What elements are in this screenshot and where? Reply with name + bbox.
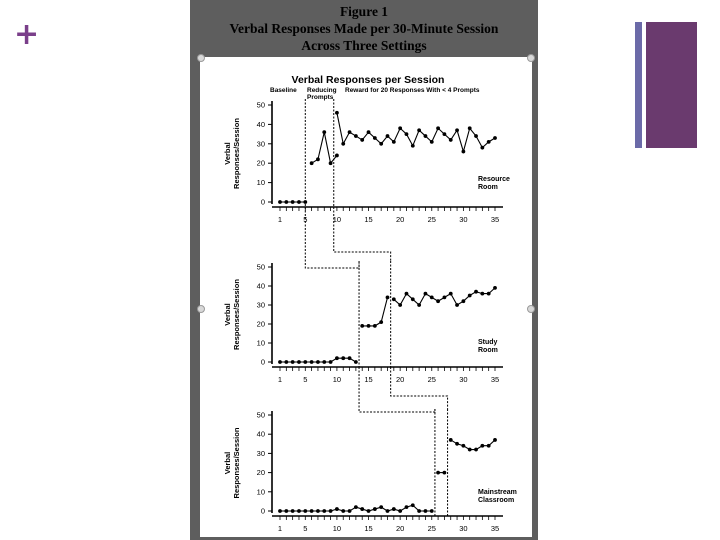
panel-2-data-point xyxy=(443,296,447,300)
panel-1-data-point xyxy=(405,132,409,136)
panel-3-data-point xyxy=(474,448,478,452)
slide-accent-bar-thin xyxy=(635,22,642,148)
panel-2-data-point xyxy=(405,292,409,296)
panel-2-data-point xyxy=(424,292,428,296)
slide-accent-bar-thick xyxy=(646,22,697,148)
panel-1-x-tick-label: 10 xyxy=(332,215,342,224)
panel-2-x-tick-label: 25 xyxy=(427,375,436,384)
panel-2-x-tick-label: 35 xyxy=(490,375,500,384)
caption-line-3: Across Three Settings xyxy=(301,38,427,53)
panel-1-data-point xyxy=(443,132,447,136)
panel-3-data-point xyxy=(405,505,409,509)
panel-1-data-point xyxy=(424,134,428,138)
panel-2-data-point xyxy=(284,360,288,364)
panel-2-data-point xyxy=(354,360,358,364)
phase-label-reducing-prompts: Reducing xyxy=(307,87,337,94)
panel-2-y-tick-label: 20 xyxy=(256,319,265,329)
panel-1-data-point xyxy=(417,128,421,132)
chart-title: Verbal Responses per Session xyxy=(291,74,445,86)
panel-3-data-point xyxy=(373,507,377,511)
figure-caption xyxy=(190,3,538,54)
figure-image[interactable] xyxy=(200,57,532,537)
phase-connector-4 xyxy=(391,367,448,409)
caption-line-1: Figure 1 xyxy=(339,4,389,19)
panel-2-x-tick-label: 15 xyxy=(364,375,373,384)
panel-2-x-tick-label: 10 xyxy=(332,375,342,384)
panel-2-x-tick-label: 30 xyxy=(459,375,468,384)
panel-3-data-point xyxy=(379,505,383,509)
panel-1-data-point xyxy=(398,126,402,130)
resize-handle-top-left[interactable] xyxy=(197,54,205,62)
panel-3-data-point xyxy=(424,509,428,513)
panel-1-data-point xyxy=(335,111,339,115)
panel-3-x-tick-label: 15 xyxy=(364,524,373,533)
panel-1-data-point xyxy=(373,136,377,140)
panel-1-y-tick-label: 50 xyxy=(256,100,265,110)
panel-2-data-point xyxy=(335,356,339,360)
panel-3-y-tick-label: 20 xyxy=(256,468,265,478)
panel-3-data-point xyxy=(468,448,472,452)
panel-2-data-point xyxy=(480,292,484,296)
panel-3-data-point xyxy=(303,509,307,513)
panel-2-data-point xyxy=(487,292,491,296)
panel-1-data-point xyxy=(493,136,497,140)
panel-1-data-point xyxy=(316,157,320,161)
panel-3-data-point xyxy=(310,509,314,513)
panel-2-data-point xyxy=(386,296,390,300)
panel-2-data-point xyxy=(398,303,402,307)
panel-3-data-point xyxy=(335,507,339,511)
panel-2-data-point xyxy=(341,356,345,360)
panel-3-data-point xyxy=(461,444,465,448)
panel-1-y-axis-label: Verbal xyxy=(223,142,232,165)
panel-1-data-point xyxy=(348,130,352,134)
panel-3-data-point xyxy=(329,509,333,513)
phase-connector-2 xyxy=(334,207,391,261)
phase-label-reward: Reward for 20 Responses With < 4 Prompts xyxy=(345,87,480,94)
panel-3-data-point xyxy=(493,438,497,442)
panel-3-setting-name: Mainstream xyxy=(478,489,517,496)
panel-2-data-point xyxy=(461,299,465,303)
panel-1-y-tick-label: 10 xyxy=(256,178,265,188)
panel-3-x-tick-label: 25 xyxy=(427,524,436,533)
panel-3-setting-name: Classroom xyxy=(478,497,515,504)
panel-2-data-point xyxy=(367,324,371,328)
panel-3-y-tick-label: 40 xyxy=(256,429,265,439)
panel-2-data-point xyxy=(455,303,459,307)
panel-2-x-tick-label: 1 xyxy=(277,375,283,384)
panel-2-data-point xyxy=(310,360,314,364)
panel-2-data-point xyxy=(417,303,421,307)
panel-1-data-point xyxy=(449,138,453,142)
panel-1-series-line xyxy=(312,132,337,163)
caption-line-2: Verbal Responses Made per 30-Minute Session xyxy=(229,21,499,36)
panel-2-data-point xyxy=(360,324,364,328)
figure-panel xyxy=(190,0,538,540)
panel-1-x-tick-label: 30 xyxy=(459,215,468,224)
panel-1-data-point xyxy=(303,200,307,204)
panel-3-data-point xyxy=(316,509,320,513)
panel-1-data-point xyxy=(284,200,288,204)
panel-1-x-tick-label: 35 xyxy=(490,215,500,224)
panel-1-y-tick-label: 20 xyxy=(256,158,265,168)
panel-3-data-point xyxy=(443,471,447,475)
panel-3-data-point xyxy=(322,509,326,513)
panel-2-x-tick-label: 5 xyxy=(303,375,308,384)
panel-2-data-point xyxy=(329,360,333,364)
panel-1-data-point xyxy=(329,161,333,165)
panel-3-data-point xyxy=(341,509,345,513)
panel-2-y-tick-label: 50 xyxy=(256,262,265,272)
panel-1-data-point xyxy=(461,150,465,154)
panel-1-x-tick-label: 20 xyxy=(395,215,405,224)
panel-2-data-point xyxy=(493,286,497,290)
panel-3-y-axis-label: Verbal xyxy=(223,451,232,475)
panel-3-x-tick-label: 35 xyxy=(490,524,500,533)
panel-3-data-point xyxy=(360,507,364,511)
resize-handle-top-right[interactable] xyxy=(527,54,535,62)
panel-1-y-axis-label: Responses/Session xyxy=(232,118,241,189)
panel-2-data-point xyxy=(291,360,295,364)
panel-1-data-point xyxy=(436,126,440,130)
slide-plus-symbol: + xyxy=(14,17,40,52)
panel-1-data-point xyxy=(480,146,484,150)
panel-2-data-point xyxy=(348,356,352,360)
panel-1-y-tick-label: 30 xyxy=(256,139,265,149)
panel-2-data-point xyxy=(322,360,326,364)
panel-3-data-point xyxy=(386,509,390,513)
panel-1-data-point xyxy=(468,126,472,130)
panel-2-x-tick-label: 20 xyxy=(395,375,405,384)
panel-1-setting-name: Room xyxy=(478,184,498,191)
panel-2-data-point xyxy=(297,360,301,364)
panel-1-data-point xyxy=(297,200,301,204)
panel-1-x-tick-label: 15 xyxy=(364,215,373,224)
panel-1-data-point xyxy=(341,142,345,146)
panel-2-data-point xyxy=(392,297,396,301)
panel-2-data-point xyxy=(468,294,472,298)
panel-1-y-tick-label: 40 xyxy=(256,119,265,129)
panel-3-data-point xyxy=(436,471,440,475)
panel-3-y-tick-label: 50 xyxy=(256,410,265,420)
panel-1-data-point xyxy=(430,140,434,144)
panel-1-x-tick-label: 25 xyxy=(427,215,436,224)
panel-1-x-tick-label: 1 xyxy=(277,215,283,224)
panel-1-series-line xyxy=(337,113,495,152)
panel-1-y-tick-label: 0 xyxy=(260,197,265,207)
panel-2-data-point xyxy=(379,320,383,324)
panel-2-setting-name: Study xyxy=(478,339,498,346)
panel-2-y-axis-label: Verbal xyxy=(223,303,232,326)
panel-2-data-point xyxy=(373,324,377,328)
panel-1-data-point xyxy=(278,200,282,204)
phase-connector-3 xyxy=(359,367,435,412)
panel-3-data-point xyxy=(291,509,295,513)
panel-1-data-point xyxy=(474,134,478,138)
panel-3-data-point xyxy=(417,509,421,513)
panel-3-data-point xyxy=(284,509,288,513)
panel-2-data-point xyxy=(449,292,453,296)
panel-1-data-point xyxy=(455,128,459,132)
panel-3-data-point xyxy=(430,509,434,513)
panel-1-data-point xyxy=(367,130,371,134)
panel-1-data-point xyxy=(310,161,314,165)
panel-2-data-point xyxy=(474,290,478,294)
panel-1-data-point xyxy=(392,140,396,144)
panel-2-setting-name: Room xyxy=(478,347,498,354)
panel-1-data-point xyxy=(354,134,358,138)
resize-handle-middle-left[interactable] xyxy=(197,305,205,313)
panel-2-y-tick-label: 10 xyxy=(256,338,265,348)
panel-3-y-tick-label: 30 xyxy=(256,448,265,458)
panel-1-setting-name: Resource xyxy=(478,176,510,183)
panel-2-data-point xyxy=(303,360,307,364)
panel-1-data-point xyxy=(322,130,326,134)
panel-2-y-tick-label: 0 xyxy=(260,357,265,367)
panel-1-data-point xyxy=(411,144,415,148)
panel-3-data-point xyxy=(398,509,402,513)
phase-label-baseline: Baseline xyxy=(270,87,297,94)
panel-2-series-line xyxy=(362,297,387,326)
panel-2-data-point xyxy=(436,299,440,303)
panel-3-data-point xyxy=(487,444,491,448)
panel-2-y-tick-label: 40 xyxy=(256,281,265,291)
panel-3-x-tick-label: 10 xyxy=(332,524,342,533)
panel-1-data-point xyxy=(379,142,383,146)
panel-1-data-point xyxy=(386,134,390,138)
resize-handle-middle-right[interactable] xyxy=(527,305,535,313)
panel-3-x-tick-label: 1 xyxy=(277,524,283,533)
phase-label-reducing-prompts: Prompts xyxy=(307,94,334,101)
panel-3-y-tick-label: 0 xyxy=(260,506,265,516)
panel-3-y-axis-label: Responses/Session xyxy=(232,427,241,499)
panel-1-x-tick-label: 5 xyxy=(303,215,308,224)
panel-2-y-tick-label: 30 xyxy=(256,300,265,310)
panel-3-data-point xyxy=(449,438,453,442)
chart-svg xyxy=(200,57,532,537)
panel-2-data-point xyxy=(411,297,415,301)
panel-2-data-point xyxy=(278,360,282,364)
panel-3-x-tick-label: 20 xyxy=(395,524,405,533)
panel-3-data-point xyxy=(367,509,371,513)
panel-3-x-tick-label: 5 xyxy=(303,524,308,533)
panel-3-data-point xyxy=(392,507,396,511)
panel-3-data-point xyxy=(297,509,301,513)
panel-1-data-point xyxy=(335,154,339,158)
panel-1-data-point xyxy=(291,200,295,204)
panel-1-data-point xyxy=(360,138,364,142)
panel-2-data-point xyxy=(316,360,320,364)
panel-3-data-point xyxy=(411,503,415,507)
panel-2-y-axis-label: Responses/Session xyxy=(232,279,241,350)
panel-3-y-tick-label: 10 xyxy=(256,487,265,497)
panel-1-data-point xyxy=(487,140,491,144)
panel-2-data-point xyxy=(430,296,434,300)
panel-3-x-tick-label: 30 xyxy=(459,524,468,533)
panel-3-data-point xyxy=(354,505,358,509)
panel-3-data-point xyxy=(348,509,352,513)
panel-3-data-point xyxy=(455,442,459,446)
panel-3-data-point xyxy=(480,444,484,448)
panel-3-data-point xyxy=(278,509,282,513)
